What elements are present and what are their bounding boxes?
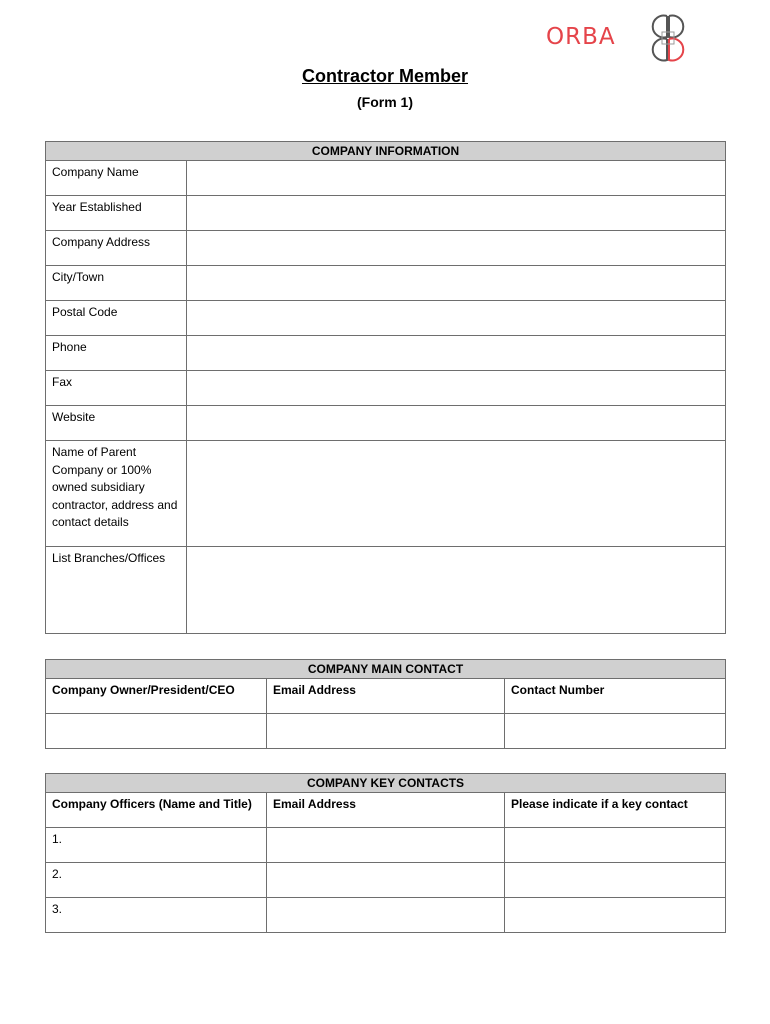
table-row [46, 828, 726, 863]
company-name-field[interactable] [187, 161, 726, 196]
field-label-phone: Phone [46, 336, 187, 371]
officer-field-1[interactable]: 1. [46, 828, 267, 863]
owner-contact-number-field[interactable] [505, 714, 726, 749]
company-address-field[interactable] [187, 231, 726, 266]
officer-field-3[interactable]: 3. [46, 898, 267, 933]
column-header-email: Email Address [267, 793, 505, 828]
page-title: Contractor Member [301, 66, 469, 86]
section-heading: COMPANY INFORMATION [46, 142, 726, 161]
key-contact-field-3[interactable] [505, 898, 726, 933]
field-label-parent-company: Name of Parent Company or 100% owned subsidiary contractor, address and contact details [46, 441, 187, 547]
owner-email-field[interactable] [267, 714, 505, 749]
table-row [46, 863, 726, 898]
website-field[interactable] [187, 406, 726, 441]
field-label-branches-offices: List Branches/Offices [46, 547, 187, 634]
column-header-email: Email Address [267, 679, 505, 714]
company-key-contacts-table [45, 773, 726, 933]
column-header-contact-number: Contact Number [505, 679, 726, 714]
page-subtitle: (Form 1) [357, 94, 413, 110]
officer-email-field-1[interactable] [267, 828, 505, 863]
company-information-table [45, 141, 726, 634]
field-label-company-name: Company Name [46, 161, 187, 196]
branches-offices-field[interactable] [187, 547, 726, 634]
key-contact-field-2[interactable] [505, 863, 726, 898]
owner-name-field[interactable] [46, 714, 267, 749]
orba-logo [546, 12, 696, 66]
column-header-key-contact: Please indicate if a key contact [505, 793, 726, 828]
company-main-contact-table [45, 659, 726, 749]
city-town-field[interactable] [187, 266, 726, 301]
field-label-city-town: City/Town [46, 266, 187, 301]
column-header-officers: Company Officers (Name and Title) [46, 793, 267, 828]
fax-field[interactable] [187, 371, 726, 406]
year-established-field[interactable] [187, 196, 726, 231]
column-header-owner: Company Owner/President/CEO [46, 679, 267, 714]
field-label-year-established: Year Established [46, 196, 187, 231]
key-contact-field-1[interactable] [505, 828, 726, 863]
officer-email-field-3[interactable] [267, 898, 505, 933]
field-label-postal-code: Postal Code [46, 301, 187, 336]
postal-code-field[interactable] [187, 301, 726, 336]
phone-field[interactable] [187, 336, 726, 371]
section-heading: COMPANY MAIN CONTACT [46, 660, 726, 679]
field-label-fax: Fax [46, 371, 187, 406]
section-heading: COMPANY KEY CONTACTS [46, 774, 726, 793]
officer-email-field-2[interactable] [267, 863, 505, 898]
logo-text: ORBA [546, 24, 616, 50]
field-label-company-address: Company Address [46, 231, 187, 266]
orba-logo-mark-icon [642, 12, 694, 64]
table-row [46, 898, 726, 933]
parent-company-field[interactable] [187, 441, 726, 547]
officer-field-2[interactable]: 2. [46, 863, 267, 898]
field-label-website: Website [46, 406, 187, 441]
